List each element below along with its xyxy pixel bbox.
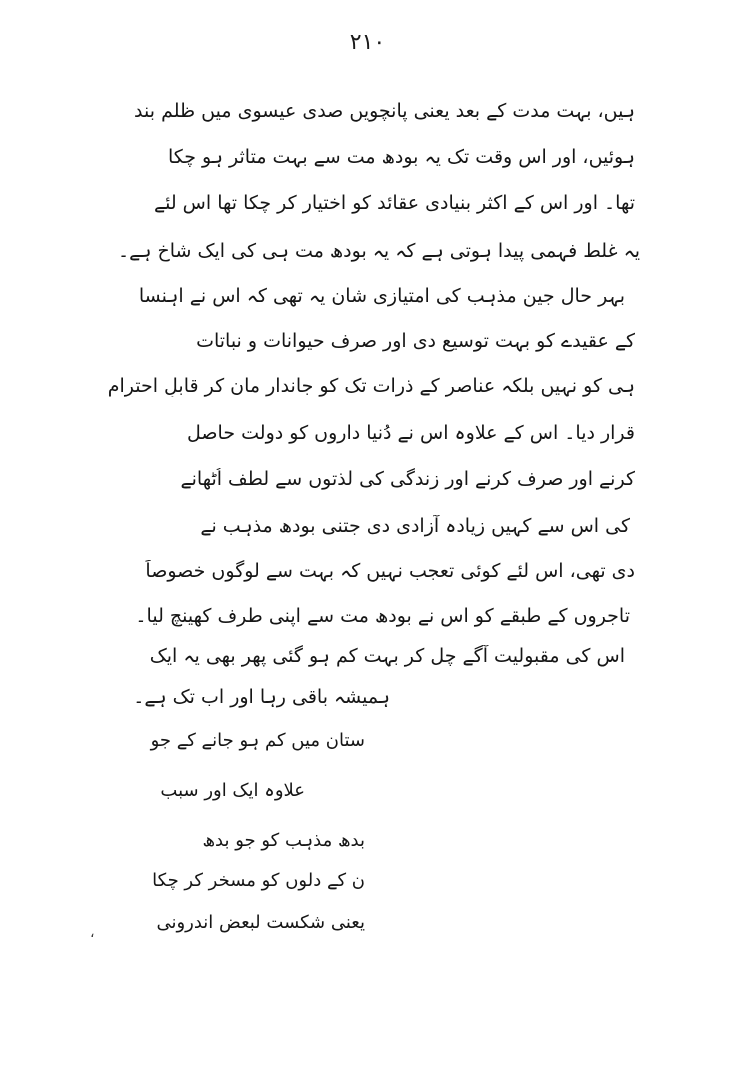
text-line-12: تاجروں کے طبقے کو اس نے بودھ مت سے اپنی طرف کھینچ لیا۔	[135, 605, 630, 627]
fragment-line-3: بدھ مذہب کو جو بدھ	[202, 830, 365, 851]
page-number: ۲۱۰	[349, 30, 386, 55]
text-line-1: ہیں، بہت مدت کے بعد یعنی پانچویں صدی عیسوی میں ظلم بند	[134, 100, 635, 122]
fragment-line-4: ن کے دلوں کو مسخر کر چکا	[152, 870, 365, 891]
fragment-line-1: ستان میں کم ہو جانے کے جو	[150, 730, 365, 751]
text-line-3: تھا۔ اور اس کے اکثر بنیادی عقائد کو اختیار کر چکا تھا اس لئے	[153, 192, 635, 214]
text-line-9: کرنے اور صرف کرنے اور زندگی کی لذتوں سے لطف اُٹھانے	[180, 468, 635, 490]
text-line-7: ہی کو نہیں بلکہ عناصر کے ذرات تک کو جاندار مان کر قابلِ احترام	[107, 375, 635, 397]
text-line-4: یہ غلط فہمی پیدا ہوتی ہے کہ یہ بودھ مت ہی کی ایک شاخ ہے۔	[118, 240, 640, 262]
margin-mark: ،	[90, 925, 95, 941]
text-line-6: کے عقیدے کو بہت توسیع دی اور صرف حیوانات و نباتات	[196, 330, 635, 352]
text-line-2: ہوئیں، اور اس وقت تک یہ بودھ مت سے بہت متاثر ہو چکا	[167, 146, 635, 168]
text-line-5: بہر حال جین مذہب کی امتیازی شان یہ تھی کہ اس نے اہنسا	[138, 285, 625, 307]
fragment-line-2: علاوہ ایک اور سبب	[160, 780, 305, 801]
text-line-10: کی اس سے کہیں زیادہ آزادی دی جتنی بودھ مذہب نے	[200, 515, 630, 537]
fragment-line-5: یعنی شکست لبعض اندرونی	[156, 912, 365, 933]
text-line-11: دی تھی، اس لئے کوئی تعجب نہیں کہ بہت سے لوگوں خصوصاً	[145, 560, 635, 582]
text-line-14: ہمیشہ باقی رہا اور اب تک ہے۔	[133, 686, 390, 708]
text-line-8: قرار دیا۔ اس کے علاوہ اس نے دُنیا داروں کو دولت حاصل	[187, 422, 635, 444]
text-line-13: اس کی مقبولیت آگے چل کر بہت کم ہو گئی پھر بھی یہ ایک	[149, 645, 625, 667]
